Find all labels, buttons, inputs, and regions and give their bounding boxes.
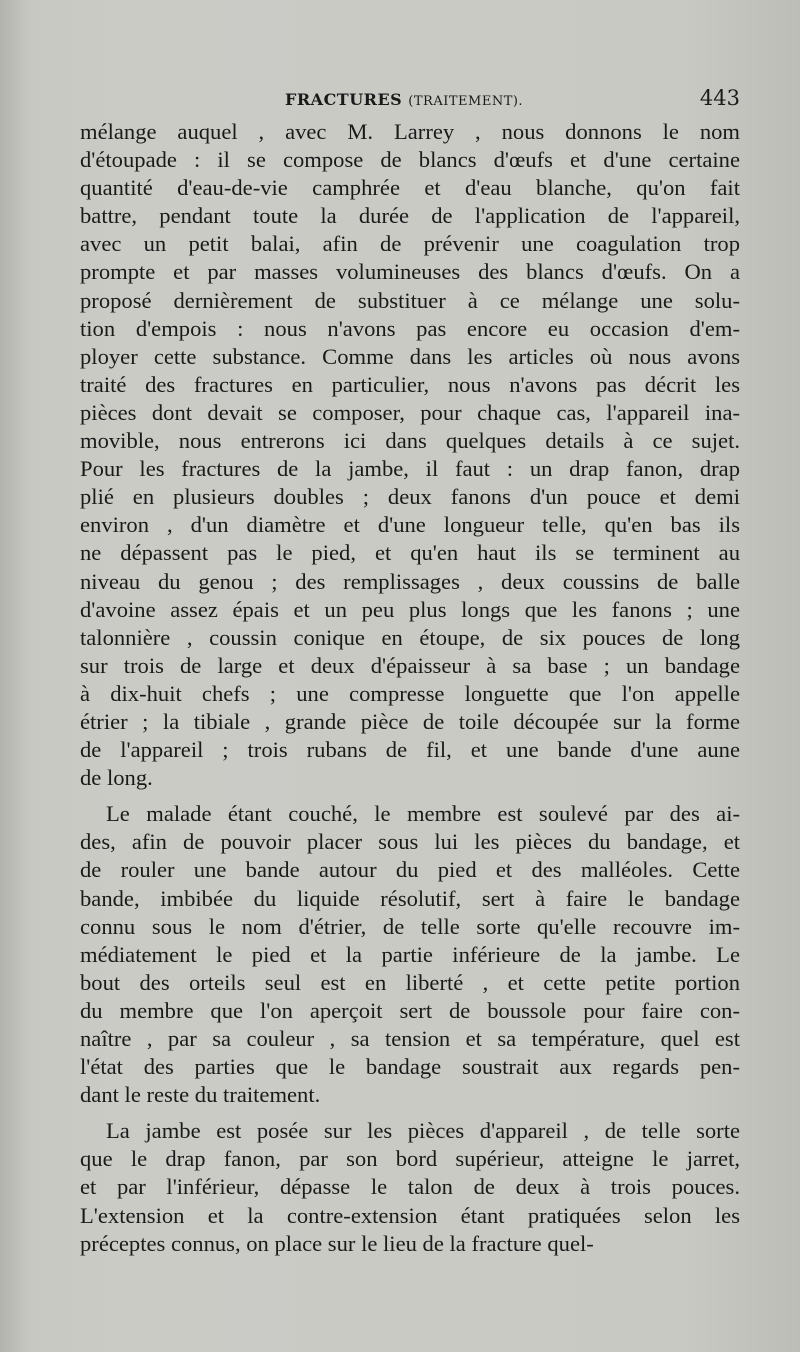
text-line: bande, imbibée du liquide résolutif, sert à faire le bandage <box>80 885 740 911</box>
text-line: pièces dont devait se composer, pour chaque cas, l'appareil ina- <box>80 399 740 425</box>
running-title <box>285 90 523 109</box>
text-line: d'avoine assez épais et un peu plus longs que les fanons ; une <box>80 596 740 622</box>
text-line: du membre que l'on aperçoit sert de boussole pour faire con- <box>80 997 740 1023</box>
text-line: proposé dernièrement de substituer à ce mélange une solu- <box>80 287 740 313</box>
page-header <box>80 86 740 116</box>
text-line: niveau du genou ; des remplissages , deux coussins de balle <box>80 568 740 594</box>
text-line: l'état des parties que le bandage soustrait aux regards pen- <box>80 1054 740 1080</box>
text-line: dant le reste du traitement. <box>80 1082 321 1108</box>
text-line: traité des fractures en particulier, nous n'avons pas décrit les <box>80 371 740 397</box>
text-line: talonnière , coussin conique en étoupe, de six pouces de long <box>80 624 740 650</box>
text-line: ne dépassent pas le pied, et qu'en haut ils se terminent au <box>80 540 740 566</box>
text-line: des, afin de pouvoir placer sous lui les pièces du bandage, et <box>80 829 740 855</box>
text-line: battre, pendant toute la durée de l'application de l'appareil, <box>80 203 740 229</box>
page-number: 443 <box>699 86 740 110</box>
text-line: L'extension et la contre-extension étant pratiquées selon les <box>80 1202 740 1228</box>
running-title-sub: (TRAITEMENT). <box>408 94 524 109</box>
paragraph <box>80 1117 740 1257</box>
text-line: de rouler une bande autour du pied et des malléoles. Cette <box>80 857 740 883</box>
text-line: La jambe est posée sur les pièces d'appareil , de telle sorte <box>106 1118 740 1144</box>
text-line: naître , par sa couleur , sa tension et sa température, quel est <box>80 1026 740 1051</box>
text-line: prompte et par masses volumineuses des blancs d'œufs. On a <box>80 259 740 285</box>
paragraph <box>80 118 740 792</box>
text-line: connu sous le nom d'étrier, de telle sorte qu'elle recouvre im- <box>80 913 740 939</box>
text-line: sur trois de large et deux d'épaisseur à sa base ; un bandage <box>80 652 740 678</box>
text-line: ployer cette substance. Comme dans les articles où nous avons <box>80 343 740 369</box>
text-line: d'étoupade : il se compose de blancs d'œufs et d'une certaine <box>80 147 740 173</box>
text-line: et par l'inférieur, dépasse le talon de deux à trois pouces. <box>80 1174 740 1200</box>
text-line: à dix-huit chefs ; une compresse longuette que l'on appelle <box>80 680 740 706</box>
text-line: tion d'empois : nous n'avons pas encore eu occasion d'em- <box>80 315 740 341</box>
running-title-main: FRACTURES <box>285 90 403 109</box>
text-line: de l'appareil ; trois rubans de fil, et une bande d'une aune <box>80 737 740 763</box>
text-line: préceptes connus, on place sur le lieu de la fracture quel- <box>80 1230 594 1256</box>
text-line: Pour les fractures de la jambe, il faut : un drap fanon, drap <box>80 456 740 482</box>
text-line: bout des orteils seul est en liberté , et cette petite portion <box>80 969 740 995</box>
text-line: étrier ; la tibiale , grande pièce de toile découpée sur la forme <box>80 708 740 734</box>
text-line: movible, nous entrerons ici dans quelques details à ce sujet. <box>80 428 740 454</box>
paragraph <box>80 800 740 1109</box>
text-line: mélange auquel , avec M. Larrey , nous donnons le nom <box>80 119 740 144</box>
text-line: médiatement le pied et la partie inférieure de la jambe. Le <box>80 941 740 967</box>
text-line: que le drap fanon, par son bord supérieur, atteigne le jarret, <box>80 1146 740 1172</box>
text-line: avec un petit balai, afin de prévenir une coagulation trop <box>80 231 740 257</box>
text-line: de long. <box>80 765 153 791</box>
text-line: environ , d'un diamètre et d'une longueur telle, qu'en bas ils <box>80 512 740 538</box>
text-line: Le malade étant couché, le membre est soulevé par des ai- <box>106 801 740 827</box>
text-line: quantité d'eau-de-vie camphrée et d'eau blanche, qu'on fait <box>80 175 740 201</box>
text-line: plié en plusieurs doubles ; deux fanons d'un pouce et demi <box>80 484 740 510</box>
body-text <box>80 118 740 1258</box>
